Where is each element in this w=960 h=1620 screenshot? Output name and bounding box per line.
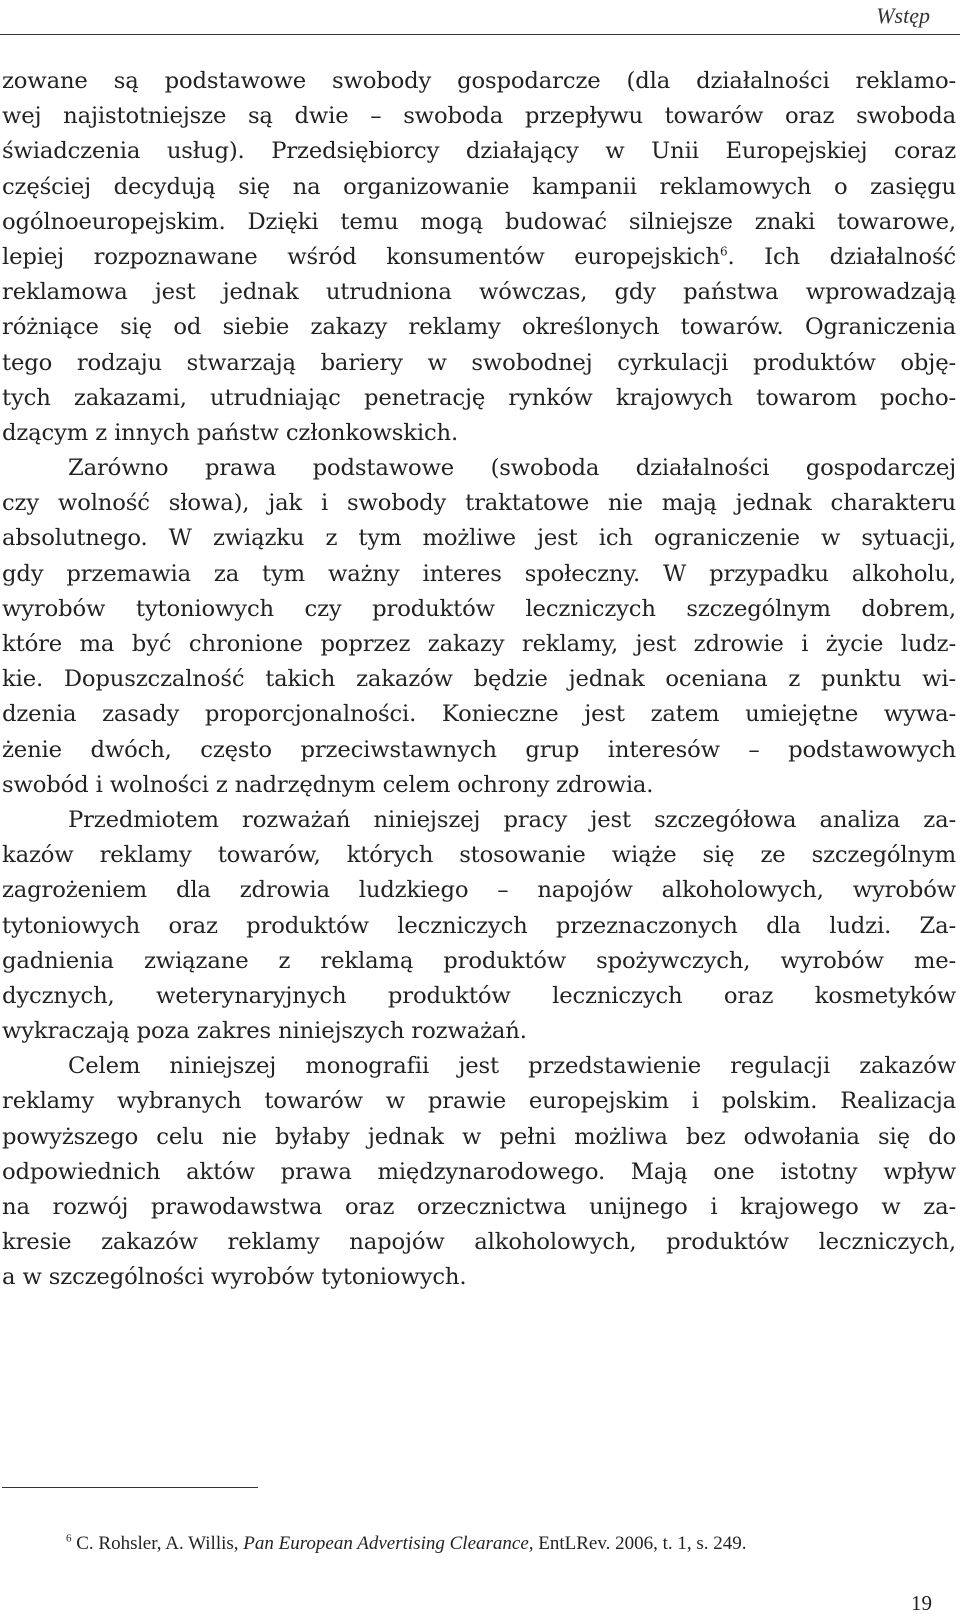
body-line: wykraczają poza zakres niniejszych rozważań. — [2, 1018, 527, 1045]
body-line: na rozwój prawodawstwa oraz orzecznictwa unijnego i krajowego w za- — [2, 1194, 956, 1220]
body-line: gdy przemawia za tym ważny interes społeczny. W przypadku alkoholu, — [2, 560, 956, 587]
body-line: dycznych, weterynaryjnych produktów leczniczych oraz kosmetyków — [2, 982, 956, 1009]
paragraph-start-line: Celem niniejszej monografii jest przedstawienie regulacji zakazów — [68, 1053, 956, 1080]
body-line: absolutnego. W związku z tym możliwe jest ich ograniczenie w sytuacji, — [2, 525, 956, 552]
body-line: żenie dwóch, często przeciwstawnych grup interesów – podstawowych — [2, 736, 956, 763]
body-line-with-footnote-ref — [2, 240, 956, 275]
body-line: zowane są podstawowe swobody gospodarcze (dla działalności reklamo- — [2, 68, 956, 94]
header-rule — [0, 34, 960, 35]
body-line: powyższego celu nie byłaby jednak w pełni możliwa bez odwołania się do — [2, 1123, 956, 1150]
footnote-authors: C. Rohsler, A. Willis, — [76, 1533, 239, 1554]
body-line: wej najistotniejsze są dwie – swoboda przepływu towarów oraz swoboda — [2, 103, 956, 130]
footnote-title: Pan European Advertising Clearance, — [243, 1533, 534, 1554]
body-line: które ma być chronione poprzez zakazy reklamy, jest zdrowie i życie ludz- — [2, 631, 956, 657]
body-line: tytoniowych oraz produktów leczniczych przeznaczonych dla ludzi. Za- — [2, 912, 956, 939]
body-line: wyrobów tytoniowych czy produktów leczniczych szczególnym dobrem, — [2, 595, 956, 622]
body-line: gadnienia związane z reklamą produktów spożywczych, wyrobów me- — [2, 947, 956, 974]
body-line: kresie zakazów reklamy napojów alkoholowych, produktów leczniczych, — [2, 1229, 956, 1256]
footnote-separator — [2, 1487, 258, 1488]
body-line: zagrożeniem dla zdrowia ludzkiego – napojów alkoholowych, wyrobów — [2, 877, 956, 904]
body-line: a w szczególności wyrobów tytoniowych. — [2, 1264, 467, 1291]
body-line: tego rodzaju stwarzają bariery w swobodnej cyrkulacji produktów obję- — [2, 349, 956, 376]
body-line: swobód i wolności z nadrzędnym celem ochrony zdrowia. — [2, 771, 654, 798]
body-line: częściej decydują się na organizowanie kampanii reklamowych o zasięgu — [2, 173, 956, 200]
body-line: ogólnoeuropejskim. Dzięki temu mogą budować silniejsze znaki towarowe, — [2, 208, 956, 235]
body-line: odpowiednich aktów prawa międzynarodowego. Mają one istotny wpływ — [2, 1158, 956, 1185]
running-head: Wstęp — [876, 3, 930, 28]
body-line: reklamy wybranych towarów w prawie europejskim i polskim. Realizacja — [2, 1088, 956, 1115]
body-line: dzenia zasady proporcjonalności. Konieczne jest zatem umiejętne wywa- — [2, 701, 956, 728]
body-line: świadczenia usług). Przedsiębiorcy działający w Unii Europejskiej coraz — [2, 138, 956, 165]
main-text — [2, 64, 956, 1296]
body-line: różniące się od siebie zakazy reklamy określonych towarów. Ograniczenia — [2, 314, 956, 341]
body-line-text: lepiej rozpoznawane wśród konsumentów europejskich — [2, 243, 720, 270]
paragraph-start-line: Przedmiotem rozważań niniejszej pracy jest szczegółowa analiza za- — [68, 806, 956, 833]
body-line: kazów reklamy towarów, których stosowanie wiąże się ze szczególnym — [2, 842, 956, 869]
body-line: tych zakazami, utrudniając penetrację rynków krajowych towarom pocho- — [2, 384, 956, 411]
body-line: dzącym z innych państw członkowskich. — [2, 419, 459, 446]
body-line: reklamowa jest jednak utrudniona wówczas, gdy państwa wprowadzają — [2, 279, 956, 306]
footnote-citation: EntLRev. 2006, t. 1, s. 249. — [538, 1533, 747, 1554]
body-line: kie. Dopuszczalność takich zakazów będzie jednak oceniana z punktu wi- — [2, 666, 956, 693]
paragraph-start-line: Zarówno prawa podstawowe (swoboda działalności gospodarczej — [68, 455, 956, 482]
body-line-continuation: . Ich działalność — [727, 243, 956, 270]
footnote-number: 6 — [66, 1532, 72, 1545]
page-number: 19 — [911, 1591, 932, 1615]
footnote-reference[interactable]: 6 — [719, 244, 728, 259]
body-line: czy wolność słowa), jak i swobody traktatowe nie mają jednak charakteru — [2, 490, 956, 517]
footnote — [66, 1532, 747, 1556]
